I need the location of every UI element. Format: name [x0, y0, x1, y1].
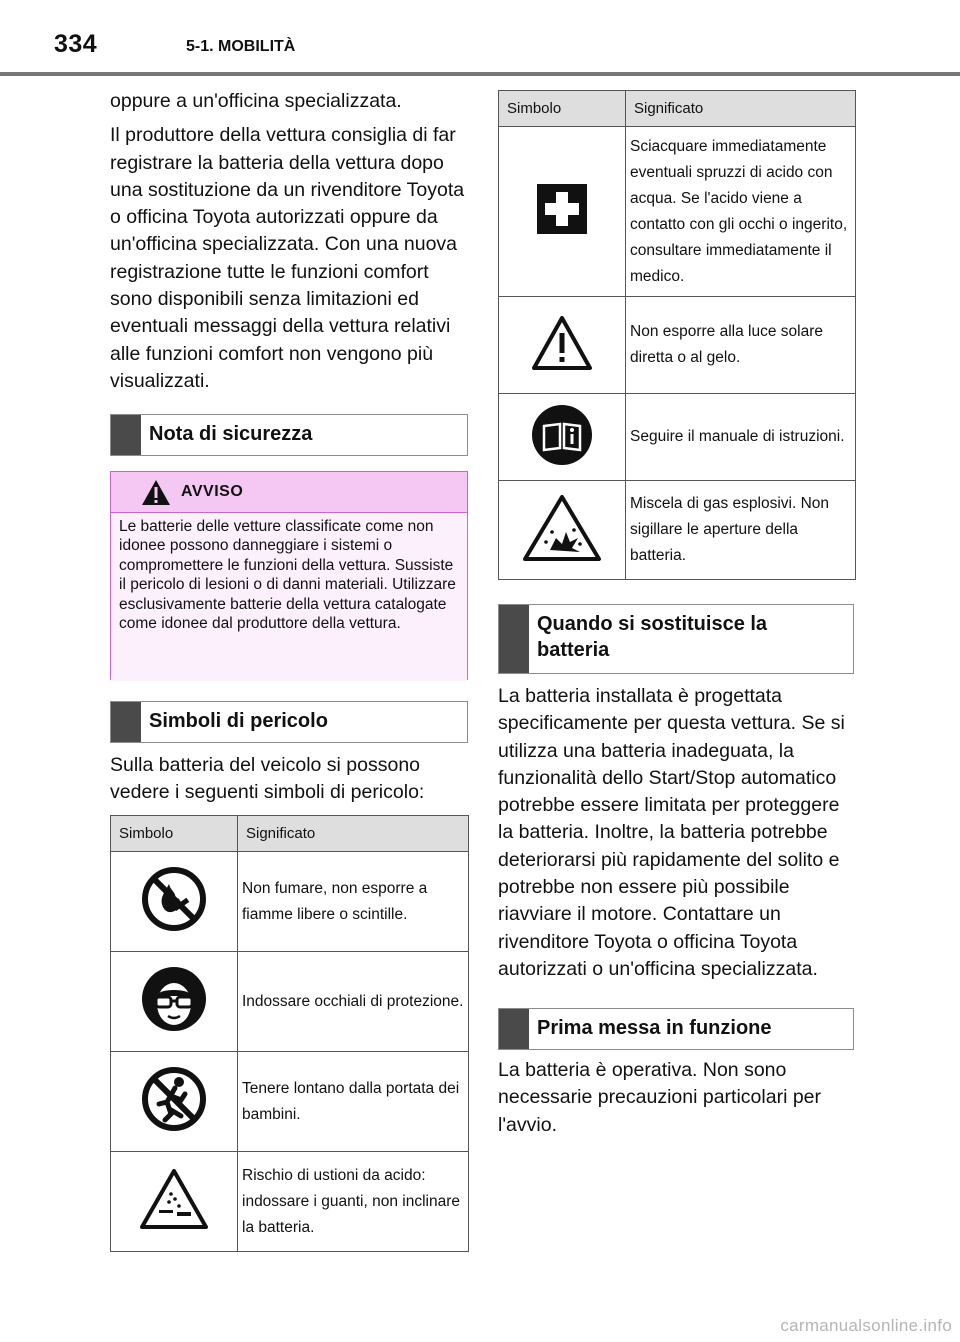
section-title: Simboli di pericolo	[149, 710, 328, 732]
page-number: 334	[54, 30, 98, 58]
warning-header	[111, 472, 467, 513]
meaning-cell: Rischio di ustioni da acido: indossare i guanti, non inclinare la batteria.	[238, 1152, 469, 1252]
column-header-meaning: Significato	[626, 91, 856, 127]
meaning-cell: Tenere lontano dalla portata dei bambini.	[238, 1052, 469, 1152]
meaning-cell: Sciacquare immediatamente eventuali spruzzi di acido con acqua. Se l'acido viene a contatto con gli occhi o ingerito, consultare immediatamente il medico.	[626, 127, 856, 297]
hazard-symbols-table-left	[110, 815, 469, 1252]
section-bar	[111, 702, 141, 742]
warning-triangle-icon	[141, 479, 171, 506]
section-bar	[499, 1009, 529, 1049]
hazard-symbols-table-right	[498, 90, 856, 580]
column-header-symbol: Simbolo	[111, 816, 238, 852]
keep-away-children-icon	[141, 1066, 207, 1132]
section-title: Prima messa in funzione	[537, 1017, 772, 1039]
explosive-gas-icon	[522, 494, 602, 562]
paragraph-registration: Il produttore della vettura consiglia di far registrare la batteria della vettura dopo una sostituzione da un rivenditore Toyota o officina Toyota autorizzati oppure da un'officina specializzata. Con una nuova registrazione tutte le funzioni comfort sono disponibili senza limitazioni ed eventuali messaggi della vettura relativi alle funzioni comfort non vengono più visualizzati.	[110, 124, 465, 392]
warning-triangle-icon	[531, 315, 593, 371]
warning-box	[110, 471, 468, 680]
first-aid-cross-icon	[537, 184, 587, 234]
meaning-cell: Seguire il manuale di istruzioni.	[626, 394, 856, 481]
acid-burn-icon	[139, 1168, 209, 1230]
section-hazard-symbols	[110, 701, 468, 743]
column-header-meaning: Significato	[238, 816, 469, 852]
meaning-cell: Miscela di gas esplosivi. Non sigillare le aperture della batteria.	[626, 481, 856, 580]
table-row	[111, 1152, 469, 1252]
left-intro-text	[110, 88, 472, 402]
paragraph-first-use: La batteria è operativa. Non sono necessarie precauzioni particolari per l'avvio.	[498, 1059, 821, 1136]
table-header-row	[111, 816, 469, 852]
table-row	[499, 127, 856, 297]
paragraph-replacement: La batteria installata è progettata specificamente per questa vettura. Se si utilizza una batteria inadeguata, la funzionalità dello Start/Stop automatico potrebbe essere limitata per proteggere la batteria. Inoltre, la batteria potrebbe deteriorarsi più rapidamente del solito e potrebbe non essere più possibile riavviare il motore. Contattare un rivenditore Toyota o officina Toyota autorizzati o un'officina specializzata.	[498, 685, 845, 980]
section-title: Nota di sicurezza	[149, 423, 313, 445]
section-battery-replacement	[498, 604, 854, 674]
meaning-cell: Indossare occhiali di protezione.	[238, 952, 469, 1052]
table-header-row	[499, 91, 856, 127]
section-safety-note	[110, 414, 468, 456]
section-bar	[111, 415, 141, 455]
symbols-intro: Sulla batteria del veicolo si possono vedere i seguenti simboli di pericolo:	[110, 754, 425, 804]
safety-goggles-icon	[141, 966, 207, 1032]
warning-label: AVVISO	[181, 483, 244, 500]
table-row	[499, 297, 856, 394]
read-manual-icon	[531, 404, 593, 466]
paragraph-continuation: oppure a un'officina specializzata.	[110, 90, 402, 112]
header-divider	[0, 72, 960, 76]
table-row	[111, 1052, 469, 1152]
table-row	[499, 481, 856, 580]
section-bar	[499, 605, 529, 673]
no-smoking-flame-icon	[141, 866, 207, 932]
table-row	[499, 394, 856, 481]
meaning-cell: Non esporre alla luce solare diretta o al gelo.	[626, 297, 856, 394]
column-header-symbol: Simbolo	[499, 91, 626, 127]
section-title: Quando si sostituisce la batteria	[537, 613, 768, 661]
table-row	[111, 852, 469, 952]
watermark: carmanualsonline.info	[780, 1316, 952, 1335]
meaning-cell: Non fumare, non esporre a fiamme libere o scintille.	[238, 852, 469, 952]
section-first-use	[498, 1008, 854, 1050]
table-row	[111, 952, 469, 1052]
warning-text: Le batterie delle vetture classificate come non idonee possono danneggiare i sistemi o compromettere le funzioni della vettura. Sussiste il pericolo di lesioni o di danni materiali. Utilizzare esclusivamente batterie della vettura catalogate come idonee dal produttore della vettura.	[111, 513, 467, 681]
chapter-title: 5-1. MOBILITÀ	[186, 38, 296, 55]
